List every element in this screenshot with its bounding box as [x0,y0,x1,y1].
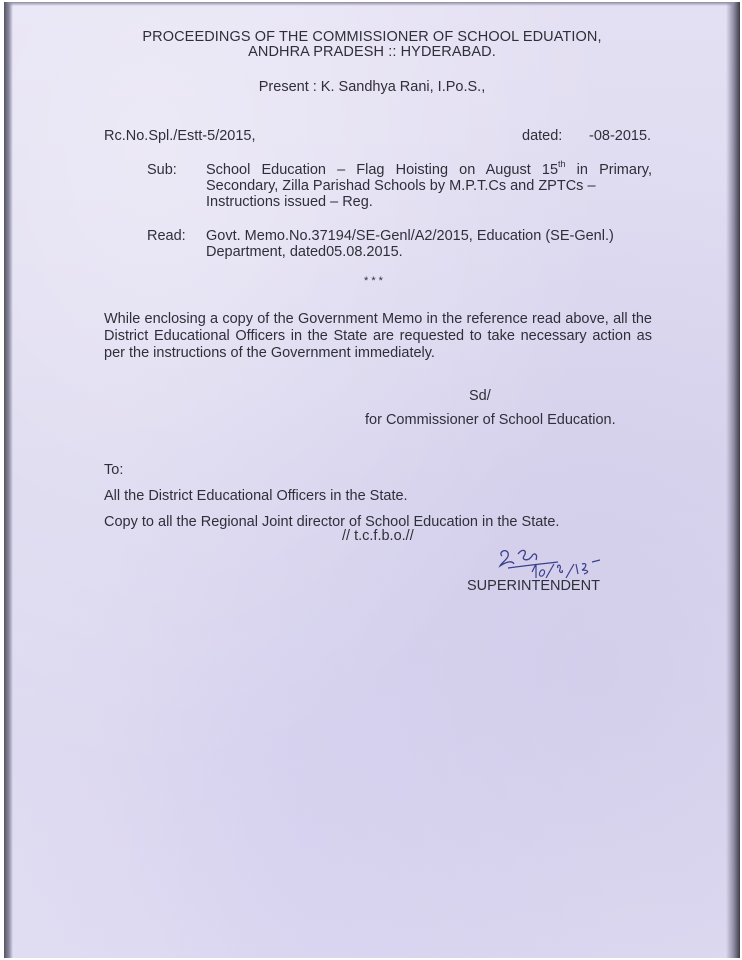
section-separator: * * * [364,275,383,287]
superintendent-title: SUPERINTENDENT [467,578,600,594]
dated-value: -08-2015. [589,128,652,144]
subject-superscript: th [558,159,566,170]
for-commissioner: for Commissioner of School Education. [365,412,616,428]
read-line-2: Department, dated05.08.2015. [206,244,403,260]
scan-left-edge [4,2,13,958]
to-recipients: All the District Educational Officers in the State. [104,488,408,504]
present-officer: Present : K. Sandhya Rani, I.Po.S., [258,79,486,95]
to-label: To: [104,462,124,478]
dated-label: dated: [522,128,563,144]
tcfbo-note: // t.c.f.b.o.// [342,528,414,544]
subject-label: Sub: [147,162,177,178]
scan-top-edge [4,2,740,6]
document-page [4,2,740,958]
subject-line-1-text: School Education – Flag Hoisting on August 15 [206,162,559,178]
subject-line-2: Secondary, Zilla Parishad Schools by M.P.T.Cs and ZPTCs – [206,178,596,194]
scan-right-edge [726,2,740,958]
copy-to: Copy to all the Regional Joint director of School Education in the State. [104,514,560,530]
read-label: Read: [147,228,186,244]
subject-line-3: Instructions issued – Reg. [206,194,373,210]
body-paragraph: While enclosing a copy of the Government Memo in the reference read above, all the District Educational Officers in the State are requested to take necessary action as per the instructions of the Government immediately. [104,311,652,361]
reference-number: Rc.No.Spl./Estt-5/2015, [104,128,256,144]
header-line-2: ANDHRA PRADESH :: HYDERABAD. [248,44,496,60]
header-line-1: PROCEEDINGS OF THE COMMISSIONER OF SCHOOL EDUATION, [142,29,602,45]
subject-line-1-end: in Primary, [565,162,652,178]
sd-mark: Sd/ [469,388,491,404]
read-line-1: Govt. Memo.No.37194/SE-Genl/A2/2015, Education (SE-Genl.) [206,228,614,244]
